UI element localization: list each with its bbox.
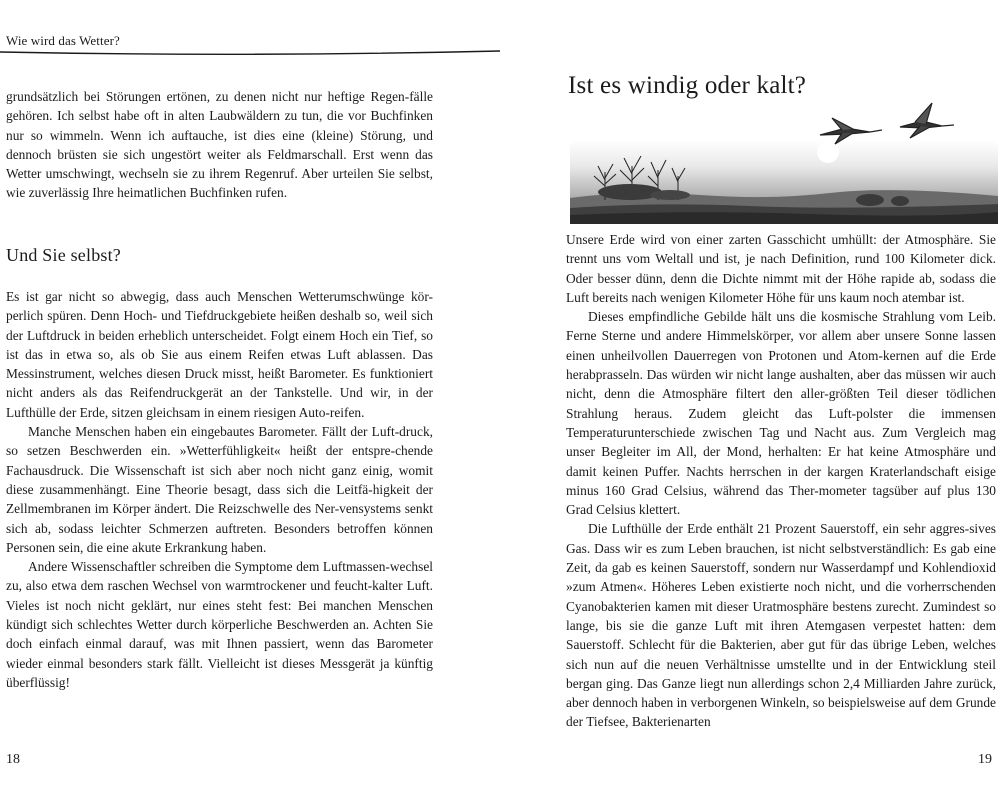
intro-text bbox=[6, 87, 433, 203]
section-heading: Und Sie selbst? bbox=[6, 245, 121, 265]
body-paragraph: Die Lufthülle der Erde enthält 21 Prozent Sauerstoff, ein sehr aggres-sives Gas. Dass wir es zum Leben brauchen, ist nicht selbstverständlich: Es gab eine Zeit, da gab es keinen Sauerstoff, sondern nur Wasserdampf und Kohlendioxid »zum Atmen«. Höheres Leben existierte noch nicht, und die vorherrschenden Cyanobakterien kamen mit dieser Uratmosphäre bestens zurecht. Zumindest so lange, bis sie die ganze Luft mit ihren Atemgasen verpestet hatten: dem Sauerstoff. Schlecht für die Bakterien, aber gut für das übrige Leben, welches sich nun auf die neuen Verhältnisse umstellte und in der Entwicklung steil bergan ging. Das Ganze liegt nun allerdings schon 2,4 Milliarden Jahre zurück, aber dennoch haben in verborgenen Winkeln, so beispielsweise auf dem Grunde der Tiefsee, Bakterienarten bbox=[566, 521, 996, 730]
body-paragraph: Dieses empfindliche Gebilde hält uns die kosmische Strahlung vom Leib. Ferne Sterne und andere Himmelskörper, vor allem aber unsere Sonne lassen einen unheilvollen Dauerregen von Protonen und Atom-kernen auf die Erde herabprasseln. Das würden wir nicht lange aushalten, aber das müssen wir auch nicht, denn die Atmosphäre filtert den aller-größten Teil dieser tödlichen Strahlung heraus. Zudem gleicht das Luft-polster die immensen Temperaturunterschiede zwischen Tag und Nacht aus. Zum Vergleich mag unser Begleiter im All, der Mond, herhalten: Er hat keine Atmosphäre und damit keinen Puffer. Nachts herrschen in der kargen Kraterlandschaft eisige minus 160 Grad Celsius, während das Ther-mometer tagsüber auf plus 130 Grad Celsius klettert. bbox=[566, 309, 996, 518]
body-paragraph: Manche Menschen haben ein eingebautes Barometer. Fällt der Luft-druck, so setzen Beschwerden ein. »Wetterfühligkeit« heißt der entspre-chende Fachausdruck. Die Wissenschaft ist sich aber noch nicht ganz einig, womit diese zusammenhängt. Eine Theorie besagt, dass sich die Leitfä-higkeit der Zellmembranen im Körper ändert. Die Reizschwelle des Ner-vensystems senkt sich ab, sodass leichter Schmerzen auftreten. Besonders betroffen können Personen sein, die eine akute Erkrankung haben. bbox=[6, 424, 433, 555]
left-body-text bbox=[6, 287, 433, 692]
page-number: 19 bbox=[978, 752, 992, 767]
body-paragraph: Andere Wissenschaftler schreiben die Symptome dem Luftmassen-wechsel zu, also etwa dem raschen Wechsel von warmtrockener und feucht-kalter Luft. Vieles ist noch nicht geklärt, nur eines steht fest: Bei manchen Menschen kündigt sich schlechtes Wetter durch körperliche Beschwerden an. Achten Sie doch einfach einmal darauf, was mit Ihnen passiert, wenn das Barometer wieder einmal besonders stark fällt. Vielleicht ist dieses Messgerät ja künftig überflüssig! bbox=[6, 559, 433, 690]
running-head-rule bbox=[0, 47, 500, 59]
page-number: 18 bbox=[6, 752, 20, 767]
intro-paragraph: grundsätzlich bei Störungen ertönen, zu denen nicht nur heftige Regen-fälle gehören. Ich selbst habe oft in alten Laubwäldern zu tun, die vor Buchfinken nur so wimmeln. Wenn ich auftauche, ist dies eine (kleine) Störung, und dennoch brüsten sie sich ungestört weiter als Feldmarschall. Erst wenn das Wetter umschwingt, wechseln sie zu ihrem Regenruf. Aber urteilen Sie selbst, wie zuverlässig Ihre heimatlichen Buchfinken rufen. bbox=[6, 89, 433, 201]
body-paragraph: Es ist gar nicht so abwegig, dass auch Menschen Wetterumschwünge kör-perlich spüren. Denn Hoch- und Tiefdruckgebiete heißen deshalb so, weil sich der Luftdruck in beiden erheblich unterscheidet. Folgt einem Hoch ein Tief, so ist das in etwa so, als ob Sie aus einem Reifen etwas Luft ablassen. Das Messinstrument, welches diesen Druck misst, heißt Barometer. Es funktioniert nicht anders als das Reifendruckgerät an der Tankstelle. Und wir, in der Lufthülle der Erde, sitzen gleichsam in einem riesigen Auto-reifen. bbox=[6, 289, 433, 420]
flying-cranes-landscape-illustration bbox=[570, 100, 998, 224]
chapter-heading: Ist es windig oder kalt? bbox=[568, 72, 807, 99]
right-page bbox=[500, 0, 1000, 800]
body-paragraph: Unsere Erde wird von einer zarten Gasschicht umhüllt: der Atmosphäre. Sie trennt uns vom Weltall und ist, je nach Definition, rund 100 Kilometer dick. Oder besser dünn, denn die Dichte nimmt mit der Höhe rapide ab, sodass die Luft bereits nach wenigen Kilometer Höhe für uns kaum noch atembar ist. bbox=[566, 232, 996, 305]
running-head: Wie wird das Wetter? bbox=[6, 33, 120, 48]
right-body-text bbox=[566, 230, 996, 732]
